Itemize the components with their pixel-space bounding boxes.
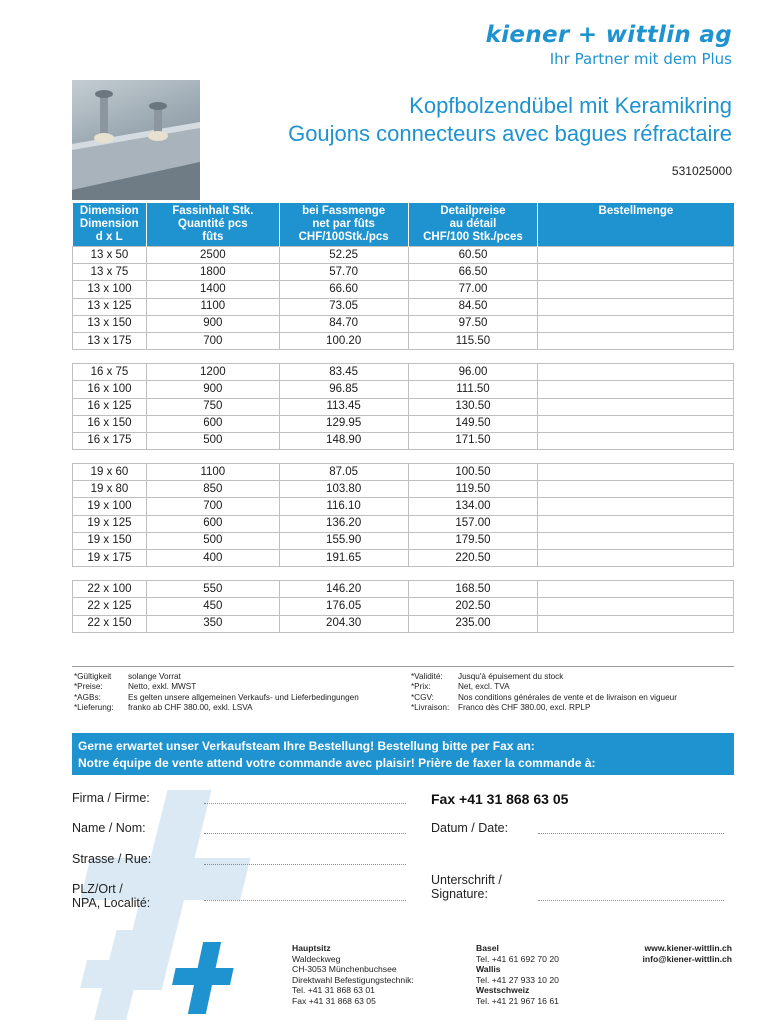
table-cell: 220.50	[408, 550, 538, 567]
order-quantity-cell[interactable]	[538, 332, 734, 349]
table-cell: 13 x 125	[73, 298, 147, 315]
note-value: Nos conditions générales de vente et de livraison en vigueur	[458, 692, 677, 702]
note-row	[74, 693, 359, 703]
table-cell: 1100	[146, 298, 279, 315]
note-value: Jusqu'à épuisement du stock	[458, 672, 564, 681]
note-value: Franco dès CHF 380.00, excl. RPLP	[458, 703, 591, 713]
table-cell: 16 x 75	[73, 364, 147, 381]
table-cell: 83.45	[279, 364, 408, 381]
footer-wallis-title: Wallis	[476, 964, 501, 975]
table-cell: 1100	[146, 464, 279, 481]
table-cell: 168.50	[408, 581, 538, 598]
order-quantity-cell[interactable]	[538, 464, 734, 481]
company-tagline: Ihr Partner mit dem Plus	[549, 50, 732, 68]
table-cell: 550	[146, 581, 279, 598]
table-cell: 179.50	[408, 532, 538, 549]
table-cell: 176.05	[279, 598, 408, 615]
footer-hq-title: Hauptsitz	[292, 943, 331, 953]
order-quantity-cell[interactable]	[538, 415, 734, 432]
table-header-row	[73, 203, 734, 247]
table-cell: 96.85	[279, 381, 408, 398]
table-cell: 100.20	[279, 332, 408, 349]
table-cell: 87.05	[279, 464, 408, 481]
note-row	[74, 682, 359, 692]
table-cell: 84.70	[279, 315, 408, 332]
footer-basel-title: Basel	[476, 943, 499, 953]
label-datum: Datum / Date:	[431, 821, 509, 835]
note-key: *Gültigkeit	[74, 672, 112, 681]
table-cell: 850	[146, 481, 279, 498]
table-cell: 700	[146, 498, 279, 515]
table-cell: 19 x 60	[73, 464, 147, 481]
table-cell: 171.50	[408, 432, 538, 449]
table-cell: 60.50	[408, 247, 538, 264]
note-key: *CGV:	[411, 692, 434, 702]
fax-number: Fax +41 31 868 63 05	[431, 791, 569, 807]
header-order-quantity: Bestellmenge	[538, 203, 734, 247]
table-cell: 235.00	[408, 615, 538, 632]
order-quantity-cell[interactable]	[538, 398, 734, 415]
strasse-field[interactable]	[204, 864, 406, 865]
note-value: Netto, exkl. MWST	[128, 682, 197, 692]
table-cell: 13 x 50	[73, 247, 147, 264]
table-cell: 500	[146, 532, 279, 549]
table-cell: 500	[146, 432, 279, 449]
order-quantity-cell[interactable]	[538, 315, 734, 332]
order-quantity-cell[interactable]	[538, 298, 734, 315]
note-key: *AGBs:	[74, 692, 101, 702]
table-cell: 157.00	[408, 515, 538, 532]
product-image	[72, 80, 200, 200]
notes-french	[411, 672, 677, 714]
order-quantity-cell[interactable]	[538, 498, 734, 515]
notes-divider	[72, 666, 734, 667]
table-row	[73, 581, 734, 598]
product-title	[288, 92, 732, 148]
product-title-de: Kopfbolzendübel mit Keramikring	[409, 93, 732, 118]
table-row	[73, 364, 734, 381]
table-cell: 13 x 175	[73, 332, 147, 349]
note-value: franko ab CHF 380.00, exkl. LSVA	[128, 703, 253, 713]
table-cell: 1200	[146, 364, 279, 381]
table-cell: 1400	[146, 281, 279, 298]
notes-german	[74, 672, 359, 714]
table-row	[73, 381, 734, 398]
table-cell: 136.20	[279, 515, 408, 532]
header-bulk-price: bei Fassmenge net par fûts CHF/100Stk./pcs	[279, 203, 408, 247]
table-cell: 450	[146, 598, 279, 615]
table-cell: 148.90	[279, 432, 408, 449]
table-cell: 2500	[146, 247, 279, 264]
table-group-gap	[73, 350, 734, 364]
footer-website-link[interactable]: www.kiener-wittlin.ch	[644, 943, 732, 953]
table-cell: 1800	[146, 264, 279, 281]
table-row	[73, 432, 734, 449]
table-cell: 100.50	[408, 464, 538, 481]
order-quantity-cell[interactable]	[538, 264, 734, 281]
table-row	[73, 315, 734, 332]
table-row	[73, 247, 734, 264]
signature-field[interactable]	[538, 900, 724, 901]
order-banner	[72, 733, 734, 775]
table-cell: 13 x 150	[73, 315, 147, 332]
table-cell: 19 x 125	[73, 515, 147, 532]
table-cell: 116.10	[279, 498, 408, 515]
note-value: Net, excl. TVA	[458, 682, 510, 692]
product-title-fr: Goujons connecteurs avec bagues réfractaire	[288, 121, 732, 146]
table-row	[73, 398, 734, 415]
article-number: 531025000	[671, 164, 732, 178]
order-quantity-cell[interactable]	[538, 615, 734, 632]
table-cell: 22 x 100	[73, 581, 147, 598]
header-quantity: Fassinhalt Stk. Quantité pcs fûts	[146, 203, 279, 247]
note-row	[411, 672, 677, 682]
table-cell: 146.20	[279, 581, 408, 598]
table-cell: 900	[146, 381, 279, 398]
order-quantity-cell[interactable]	[538, 381, 734, 398]
table-cell: 113.45	[279, 398, 408, 415]
table-row	[73, 332, 734, 349]
table-cell: 750	[146, 398, 279, 415]
note-row	[411, 703, 677, 713]
table-row	[73, 281, 734, 298]
order-quantity-cell[interactable]	[538, 432, 734, 449]
table-group-gap	[73, 450, 734, 464]
table-cell: 111.50	[408, 381, 538, 398]
table-cell: 84.50	[408, 298, 538, 315]
order-quantity-cell[interactable]	[538, 532, 734, 549]
table-cell: 115.50	[408, 332, 538, 349]
table-cell: 202.50	[408, 598, 538, 615]
footer-email-link[interactable]: info@kiener-wittlin.ch	[642, 953, 732, 964]
company-name: kiener + wittlin ag	[485, 22, 732, 48]
order-quantity-cell[interactable]	[538, 247, 734, 264]
label-signature: Unterschrift / Signature:	[431, 873, 502, 901]
name-field[interactable]	[204, 833, 406, 834]
plz-field[interactable]	[204, 900, 406, 901]
order-quantity-cell[interactable]	[538, 598, 734, 615]
header-detail-price: Detailpreise au détail CHF/100 Stk./pces	[408, 203, 538, 247]
footer-contact	[642, 943, 732, 964]
table-cell: 96.00	[408, 364, 538, 381]
note-row	[411, 682, 677, 692]
table-cell: 73.05	[279, 298, 408, 315]
table-cell: 66.50	[408, 264, 538, 281]
table-cell: 600	[146, 515, 279, 532]
table-cell: 103.80	[279, 481, 408, 498]
note-row	[74, 672, 359, 682]
note-key: *Lieferung:	[74, 703, 114, 713]
table-cell: 700	[146, 332, 279, 349]
table-cell: 134.00	[408, 498, 538, 515]
table-cell: 97.50	[408, 315, 538, 332]
table-cell: 57.70	[279, 264, 408, 281]
footer-west-title: Westschweiz	[476, 985, 530, 996]
table-cell: 77.00	[408, 281, 538, 298]
table-cell: 129.95	[279, 415, 408, 432]
table-row	[73, 598, 734, 615]
table-cell: 130.50	[408, 398, 538, 415]
table-row	[73, 298, 734, 315]
table-row	[73, 415, 734, 432]
footer-headquarters: Hauptsitz Waldeckweg CH-3053 Münchenbuchsee Direktwahl Befestigungstechnik: Tel. +41 31 868 63 01 Fax +41 31 868 63 05	[292, 943, 414, 1006]
datum-field[interactable]	[538, 833, 724, 834]
note-key: *Prix:	[411, 682, 431, 692]
table-cell: 52.25	[279, 247, 408, 264]
banner-text-de: Gerne erwartet unser Verkaufsteam Ihre Bestellung! Bestellung bitte per Fax an:	[78, 739, 535, 753]
table-cell: 22 x 125	[73, 598, 147, 615]
table-cell: 16 x 175	[73, 432, 147, 449]
label-plz: PLZ/Ort / NPA, Localité:	[72, 882, 151, 910]
note-key: *Livraison:	[411, 703, 450, 713]
table-row	[73, 532, 734, 549]
label-strasse: Strasse / Rue:	[72, 852, 152, 866]
table-cell: 22 x 150	[73, 615, 147, 632]
table-row	[73, 615, 734, 632]
banner-text-fr: Notre équipe de vente attend votre commande avec plaisir! Prière de faxer la commande à:	[78, 756, 596, 770]
table-cell: 19 x 100	[73, 498, 147, 515]
table-row	[73, 481, 734, 498]
table-cell: 400	[146, 550, 279, 567]
note-key: *Validité:	[411, 672, 443, 681]
table-group-gap	[73, 567, 734, 581]
table-cell: 19 x 175	[73, 550, 147, 567]
table-row	[73, 464, 734, 481]
table-cell: 204.30	[279, 615, 408, 632]
table-cell: 900	[146, 315, 279, 332]
table-cell: 16 x 125	[73, 398, 147, 415]
order-quantity-cell[interactable]	[538, 515, 734, 532]
footer-branches: Basel Tel. +41 61 692 70 20 Wallis Tel. +41 27 933 10 20 Westschweiz Tel. +41 21 967 16 61	[476, 943, 559, 1006]
table-cell: 600	[146, 415, 279, 432]
table-cell: 66.60	[279, 281, 408, 298]
note-value: Es gelten unsere allgemeinen Verkaufs- und Lieferbedingungen	[128, 692, 359, 702]
header-dimension: Dimension Dimension d x L	[73, 203, 147, 247]
company-brand	[486, 22, 732, 69]
table-cell: 19 x 150	[73, 532, 147, 549]
order-quantity-cell[interactable]	[538, 364, 734, 381]
order-quantity-cell[interactable]	[538, 481, 734, 498]
label-name: Name / Nom:	[72, 821, 146, 835]
table-cell: 119.50	[408, 481, 538, 498]
plus-logo-icon	[168, 938, 240, 1018]
table-cell: 16 x 100	[73, 381, 147, 398]
note-row	[74, 703, 359, 713]
table-row	[73, 515, 734, 532]
table-cell: 350	[146, 615, 279, 632]
table-cell: 155.90	[279, 532, 408, 549]
table-cell: 16 x 150	[73, 415, 147, 432]
note-row	[411, 693, 677, 703]
table-cell: 13 x 100	[73, 281, 147, 298]
order-quantity-cell[interactable]	[538, 281, 734, 298]
table-cell: 19 x 80	[73, 481, 147, 498]
note-value: solange Vorrat	[128, 672, 181, 681]
order-quantity-cell[interactable]	[538, 550, 734, 567]
table-cell: 191.65	[279, 550, 408, 567]
table-cell: 13 x 75	[73, 264, 147, 281]
stud-connector-illustration	[72, 80, 200, 200]
note-key: *Preise:	[74, 682, 103, 692]
table-row	[73, 264, 734, 281]
label-firma: Firma / Firme:	[72, 791, 150, 805]
table-cell: 149.50	[408, 415, 538, 432]
price-table	[72, 203, 734, 633]
table-row	[73, 550, 734, 567]
table-row	[73, 498, 734, 515]
order-quantity-cell[interactable]	[538, 581, 734, 598]
firma-field[interactable]	[204, 803, 406, 804]
